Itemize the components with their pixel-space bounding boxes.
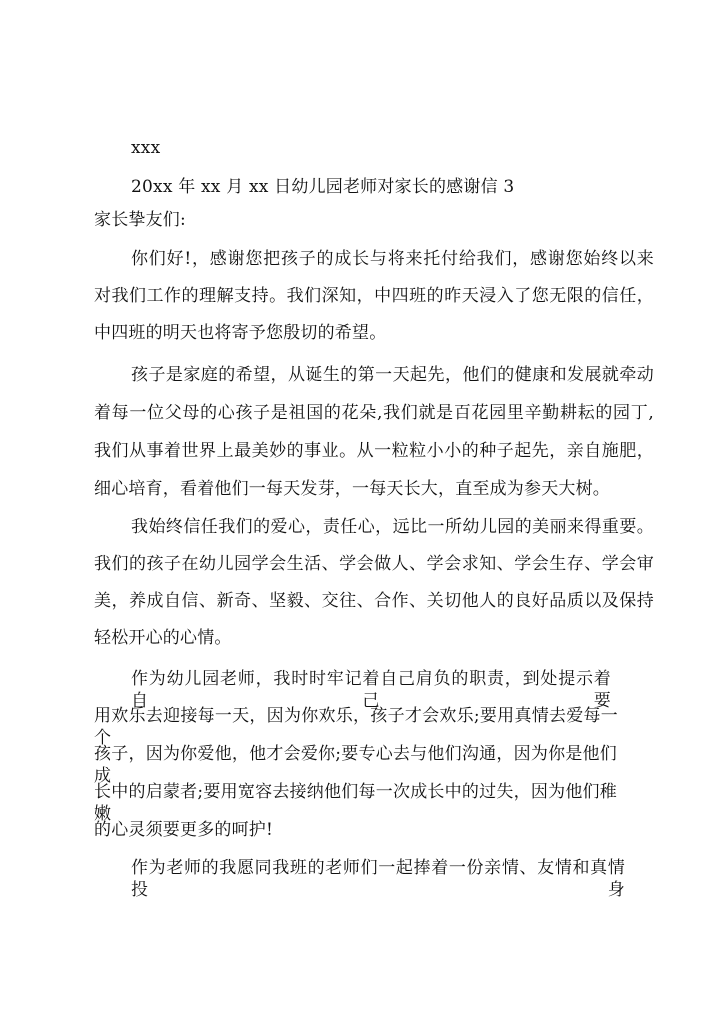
- paragraph-2-line-1: 孩子是家庭的希望，从诞生的第一天起先，他们的健康和发展就牵动: [131, 365, 654, 385]
- paragraph-2-line-4: 细心培育，看着他们一每天发芽，一每天长大，直至成为参天大树。: [94, 479, 610, 499]
- date-title-line: 20xx 年 xx 月 xx 日幼儿园老师对家长的感谢信 3: [131, 177, 515, 197]
- paragraph-5-line-1: 作为老师的我愿同我班的老师们一起捧着一份亲情、友情和真情投身: [131, 858, 625, 900]
- paragraph-3-line-1: 我始终信任我们的爱心，责任心，远比一所幼儿园的美丽来得重要。: [131, 517, 654, 537]
- header-line: xxx: [131, 138, 161, 158]
- paragraph-3-line-2: 我们的孩子在幼儿园学会生活、学会做人、学会求知、学会生存、学会审: [94, 554, 654, 574]
- paragraph-4-line-2: 用欢乐去迎接每一天，因为你欢乐，孩子才会欢乐;要用真情去爱每一个: [94, 706, 618, 748]
- paragraph-2-line-2: 着每一位父母的心孩子是祖国的花朵,我们就是百花园里辛勤耕耘的园丁,: [94, 403, 654, 423]
- paragraph-1-line-3: 中四班的明天也将寄予您殷切的希望。: [94, 323, 387, 343]
- paragraph-1-line-1: 你们好!，感谢您把孩子的成长与将来托付给我们，感谢您始终以来: [131, 249, 654, 269]
- paragraph-3-line-4: 轻松开心的心情。: [94, 628, 232, 648]
- paragraph-4-line-1: 作为幼儿园老师，我时时牢记着自己肩负的职责，到处提示着自己要: [131, 669, 611, 711]
- paragraph-2-line-3: 我们从事着世界上最美妙的事业。从一粒粒小小的种子起先，亲自施肥，: [94, 441, 654, 461]
- salutation: 家长挚友们:: [94, 210, 186, 230]
- paragraph-1-line-2: 对我们工作的理解支持。我们深知，中四班的昨天浸入了您无限的信任，: [94, 286, 654, 306]
- paragraph-3-line-3: 美，养成自信、新奇、坚毅、交往、合作、关切他人的良好品质以及保持: [94, 591, 654, 611]
- paragraph-4-line-3: 孩子，因为你爱他，他才会爱你;要专心去与他们沟通，因为你是他们成: [94, 744, 617, 786]
- paragraph-4-line-5: 的心灵须要更多的呵护!: [94, 820, 274, 840]
- paragraph-4-line-4: 长中的启蒙者;要用宽容去接纳他们每一次成长中的过失，因为他们稚嫩: [94, 782, 617, 824]
